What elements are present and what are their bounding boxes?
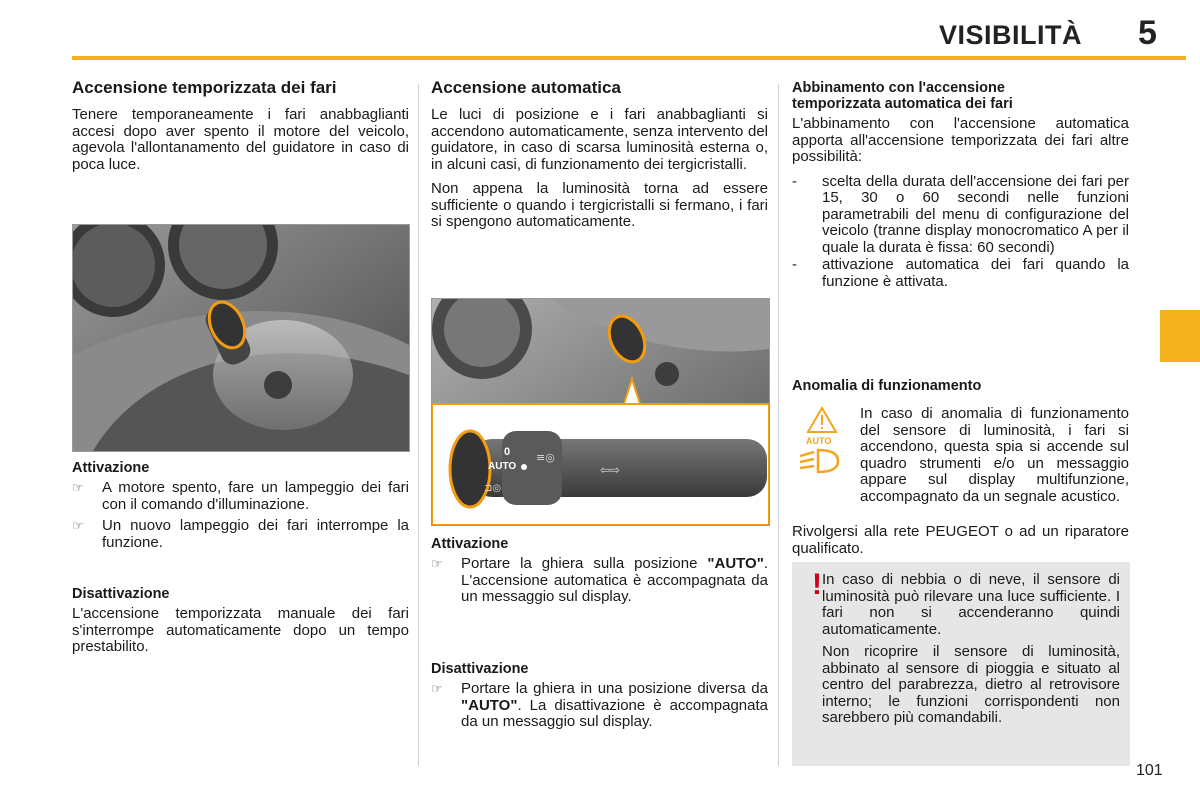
- middle-activation: [431, 536, 768, 611]
- list-item: ☞ Un nuovo lampeggio dei fari interrompe la funzione.: [72, 517, 409, 551]
- hand-pointer-icon: ☞: [431, 681, 443, 696]
- contact-section: [792, 524, 1129, 565]
- middle-deactivation: [431, 661, 768, 736]
- dashboard-figure: [72, 224, 410, 452]
- dashboard-illustration: [73, 225, 409, 451]
- zero-label: 0: [504, 446, 511, 458]
- list-item: ☞ Portare la ghiera in una posizione diversa da "AUTO". La disattivazione è accompagnata da un messaggio sul display.: [431, 680, 768, 730]
- paragraph: Le luci di posizione e i fari anabbaglianti si accendono automaticamente, senza intervento del guidatore, in caso di scarsa luminosità esterna o, in alcuni casi, di funzionamento dei tergicristalli.: [431, 106, 768, 173]
- deactivation-title: Disattivazione: [72, 586, 170, 602]
- list-item: ☞ Portare la ghiera sulla posizione "AUTO". L'accensione automatica è accompagnata da un messaggio sul display.: [431, 555, 768, 605]
- anomaly-text: In caso di anomalia di funzionamento del sensore di luminosità, i fari si accendono, questa spia si accende sul quadro strumenti e/o un messaggio appare sul display multifunzione, accompagnato da un segnale acustico.: [860, 405, 1129, 505]
- list-item: - attivazione automatica dei fari quando la funzione è attivata.: [792, 256, 1129, 290]
- hand-pointer-icon: ☞: [431, 556, 443, 571]
- warning-paragraph: Non ricoprire il sensore di luminosità, abbinato al sensore di pioggia e situato al centro del parabrezza, dietro al retrovisore interno; le funzioni corrispondenti non sarebbero più comandabili.: [822, 643, 1120, 726]
- warning-paragraph: In caso di nebbia o di neve, il sensore di luminosità può rilevare una luce sufficiente. I fari non si accenderanno quindi automaticamente.: [822, 571, 1120, 638]
- anomaly-section: [792, 378, 1129, 398]
- column-divider: [778, 84, 779, 766]
- hand-pointer-icon: ☞: [72, 518, 84, 533]
- svg-text:≡◎: ≡◎: [536, 451, 555, 464]
- light-stalk-illustration: [432, 299, 769, 525]
- auto-label: AUTO: [488, 461, 517, 472]
- deactivation-title: Disattivazione: [431, 661, 529, 677]
- exclamation-icon: !: [812, 568, 822, 601]
- left-column: [72, 78, 409, 181]
- anomaly-title: Anomalia di funzionamento: [792, 378, 982, 394]
- chapter-number: 5: [1138, 14, 1157, 52]
- left-deactivation: [72, 586, 409, 664]
- deactivation-text: L'accensione temporizzata manuale dei fari s'interrompe automaticamente dopo un tempo prestabilito.: [72, 605, 409, 655]
- auto-light-warning-icon: [800, 406, 848, 478]
- intro-text: Tenere temporaneamente i fari anabbaglianti accesi dopo aver spento il motore del veicolo, agevola l'allontanamento del guidatore in caso di poca luce.: [72, 106, 409, 173]
- activation-title: Attivazione: [72, 460, 150, 476]
- column-divider: [418, 84, 419, 766]
- hand-pointer-icon: ☞: [72, 480, 84, 495]
- section-heading: Accensione temporizzata dei fari: [72, 78, 337, 97]
- warning-text: [822, 572, 1120, 733]
- middle-column: [431, 78, 768, 239]
- contact-text: Rivolgersi alla rete PEUGEOT o ad un riparatore qualificato.: [792, 523, 1129, 557]
- paragraph: Non appena la luminosità torna ad essere sufficiente o quando i tergicristalli si fermano, i fari si spengono automaticamente.: [431, 180, 768, 230]
- svg-text:⇦⇨: ⇦⇨: [600, 463, 621, 477]
- chapter-tab: [1160, 310, 1200, 362]
- svg-text:⊐◎: ⊐◎: [484, 483, 502, 494]
- anomaly-text-wrap: [860, 406, 1129, 505]
- list-item: - scelta della durata dell'accensione dei fari per 15, 30 o 60 secondi nelle funzioni parametrabili del menu di configurazione del veicolo (tranne display monocromatico A per il quale la durata è fissa: 60 secondi): [792, 172, 1129, 256]
- page-number: 101: [1136, 762, 1163, 779]
- section-heading: Abbinamento con l'accensione temporizzata automatica dei fari: [792, 80, 1013, 112]
- section-heading: Accensione automatica: [431, 78, 621, 97]
- warning-box: [792, 562, 1130, 766]
- header-rule: [72, 56, 1186, 60]
- right-column: [792, 80, 1129, 291]
- activation-title: Attivazione: [431, 536, 509, 552]
- stalk-figure: [431, 298, 770, 526]
- chapter-title: VISIBILITÀ: [938, 20, 1082, 50]
- left-activation: [72, 460, 409, 556]
- intro-text: L'abbinamento con l'accensione automatica apporta all'accensione temporizzata dei fari altre possibilità:: [792, 115, 1129, 165]
- auto-icon-label: AUTO: [806, 436, 832, 446]
- list-item: ☞ A motore spento, fare un lampeggio dei fari con il comando d'illuminazione.: [72, 479, 409, 513]
